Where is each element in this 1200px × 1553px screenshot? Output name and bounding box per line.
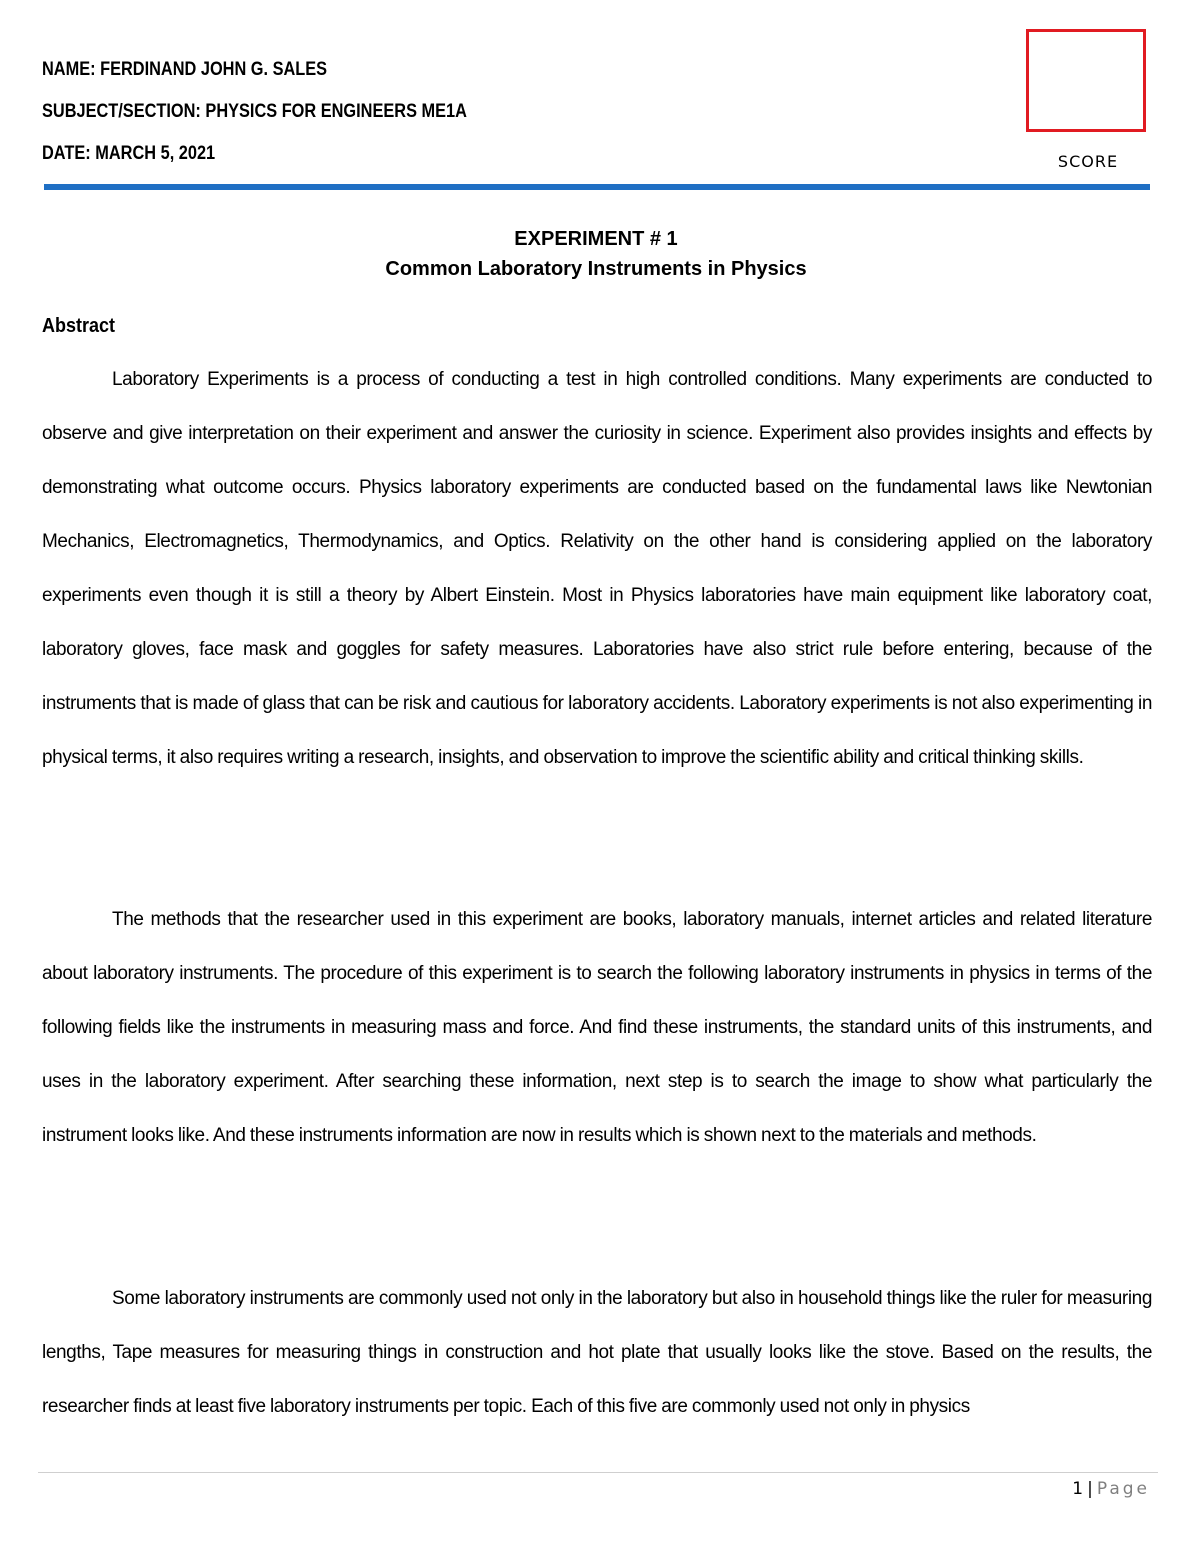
score-box (1026, 29, 1146, 132)
page-word: Page (1096, 1479, 1150, 1499)
footer-divider (38, 1472, 1158, 1473)
score-label: SCORE (1057, 152, 1119, 171)
footer-separator: | (1087, 1479, 1093, 1499)
abstract-paragraph-3: Some laboratory instruments are commonly used not only in the laboratory but also in household things like the ruler for measuring lengths, Tape measures for measuring things in construction and hot plate that usually looks like the stove. Based on the results, the researcher finds at least five laboratory instruments per topic. Each of this five are commonly used not only in physics (42, 1288, 1152, 1417)
page-footer (1072, 1479, 1150, 1499)
abstract-heading: Abstract (42, 315, 116, 337)
page-number: 1 (1072, 1479, 1084, 1499)
date-line: DATE: MARCH 5, 2021 (42, 143, 216, 164)
experiment-subtitle: Common Laboratory Instruments in Physics (385, 258, 807, 280)
experiment-number: EXPERIMENT # 1 (514, 228, 678, 250)
header-divider (44, 184, 1150, 190)
abstract-paragraph-2: The methods that the researcher used in this experiment are books, laboratory manuals, internet articles and related literature about laboratory instruments. The procedure of this experiment is to search the following laboratory instruments in physics in terms of the following fields like the instruments in measuring mass and force. And find these instruments, the standard units of this instruments, and uses in the laboratory experiment. After searching these information, next step is to search the image to show what particularly the instrument looks like. And these instruments information are now in results which is shown next to the materials and methods. (42, 909, 1152, 1146)
name-line: NAME: FERDINAND JOHN G. SALES (42, 59, 328, 80)
abstract-paragraph-1: Laboratory Experiments is a process of conducting a test in high controlled conditions. Many experiments are conducted to observe and give interpretation on their experiment and answer the curiosity in science. Experiment also provides insights and effects by demonstrating what outcome occurs. Physics laboratory experiments are conducted based on the fundamental laws like Newtonian Mechanics, Electromagnetics, Thermodynamics, and Optics. Relativity on the other hand is considering applied on the laboratory experiments even though it is still a theory by Albert Einstein. Most in Physics laboratories have main equipment like laboratory coat, laboratory gloves, face mask and goggles for safety measures. Laboratories have also strict rule before entering, because of the instruments that is made of glass that can be risk and cautious for laboratory accidents. Laboratory experiments is not also experimenting in physical terms, it also requires writing a research, insights, and observation to improve the scientific ability and critical thinking skills. (42, 369, 1152, 768)
subject-section-line: SUBJECT/SECTION: PHYSICS FOR ENGINEERS ME1A (42, 101, 467, 122)
